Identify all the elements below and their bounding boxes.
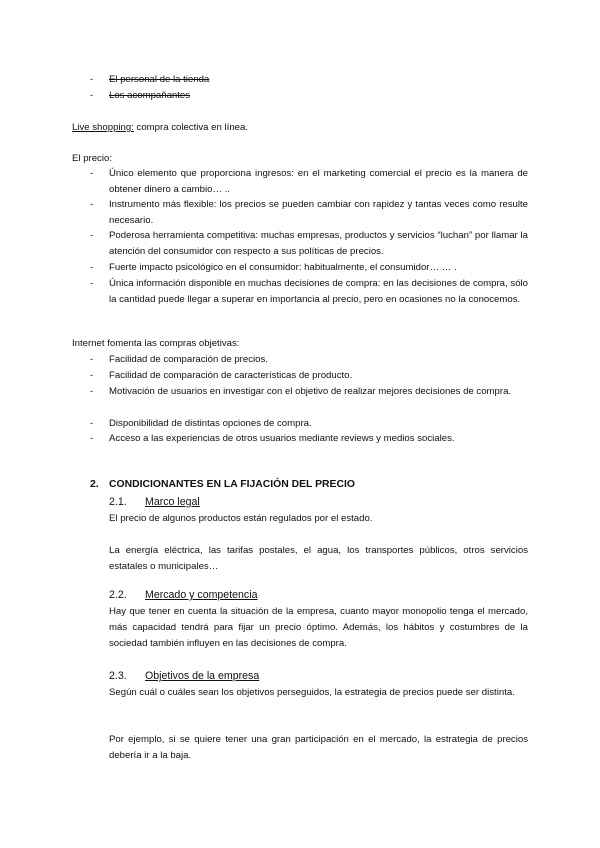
paragraph: Hay que tener en cuenta la situación de la empresa, cuanto mayor monopolio tenga el mercado, más capacidad tendrá para fijar un precio óptimo. Además, los hábitos y costumbres de la sociedad también influyen en las decisiones de compra. <box>109 606 528 649</box>
list-item: Poderosa herramienta competitiva: muchas empresas, productos y servicios “luchan” por llamar la atención del consumidor con respecto a sus políticas de precios. <box>109 230 528 257</box>
bullet-dash: - <box>90 74 94 85</box>
paragraph: Por ejemplo, si se quiere tener una gran participación en el mercado, la estrategia de precios debería ir a la baja. <box>109 734 528 761</box>
list-item: Disponibilidad de distintas opciones de compra. <box>109 418 312 429</box>
bullet-dash: - <box>90 354 94 365</box>
list-item: Único elemento que proporciona ingresos: en el marketing comercial el precio es la manera de obtener dinero a cambio… .. <box>109 168 528 195</box>
subsection-number: 2.1. <box>109 496 127 508</box>
bullet-dash: - <box>90 278 94 289</box>
bullet-dash: - <box>90 262 94 273</box>
bullet-dash: - <box>90 199 94 210</box>
list-item: El personal de la tienda <box>109 74 210 85</box>
list-item: Fuerte impacto psicológico en el consumidor: habitualmente, el consumidor… … . <box>109 262 457 273</box>
subsection-title: Marco legal <box>145 496 200 508</box>
bullet-dash: - <box>90 90 94 101</box>
list-item: Facilidad de comparación de características de producto. <box>109 370 353 381</box>
list-item: Instrumento más flexible: los precios se pueden cambiar con rapidez y tantas veces como resulte necesario. <box>109 199 528 226</box>
bullet-dash: - <box>90 418 94 429</box>
live-shopping-label: Live shopping: <box>72 122 134 133</box>
subsection-title: Objetivos de la empresa <box>145 670 260 682</box>
subsection-number: 2.3. <box>109 670 127 682</box>
section-number: 2. <box>90 479 99 490</box>
live-shopping-line <box>72 122 248 134</box>
paragraph: Según cuál o cuáles sean los objetivos perseguidos, la estrategia de precios puede ser distinta. <box>109 687 515 698</box>
list-item: Motivación de usuarios en investigar con el objetivo de realizar mejores decisiones de compra. <box>109 386 512 397</box>
list-item: Acceso a las experiencias de otros usuarios mediante reviews y medios sociales. <box>109 433 455 444</box>
bullet-dash: - <box>90 386 94 397</box>
bullet-dash: - <box>90 230 94 241</box>
bullet-dash: - <box>90 370 94 381</box>
bullet-dash: - <box>90 168 94 179</box>
precio-heading: El precio: <box>72 153 112 164</box>
subsection-title: Mercado y competencia <box>145 589 258 601</box>
list-item: Facilidad de comparación de precios. <box>109 354 268 365</box>
section-title: CONDICIONANTES EN LA FIJACIÓN DEL PRECIO <box>109 479 355 490</box>
list-item: Los acompañantes <box>109 90 191 101</box>
paragraph: La energía eléctrica, las tarifas postales, el agua, los transportes públicos, otros servicios estatales o municipales… <box>109 545 528 572</box>
internet-heading: Internet fomenta las compras objetivas: <box>72 338 240 349</box>
live-shopping-text: compra colectiva en línea. <box>133 122 248 133</box>
list-item: Única información disponible en muchas decisiones de compra: en las decisiones de compra, sólo la cantidad puede llegar a superar en importancia al precio, pero en ocasiones no la conocemos. <box>109 278 528 305</box>
paragraph: El precio de algunos productos están regulados por el estado. <box>109 513 373 524</box>
subsection-number: 2.2. <box>109 589 127 601</box>
bullet-dash: - <box>90 433 94 444</box>
